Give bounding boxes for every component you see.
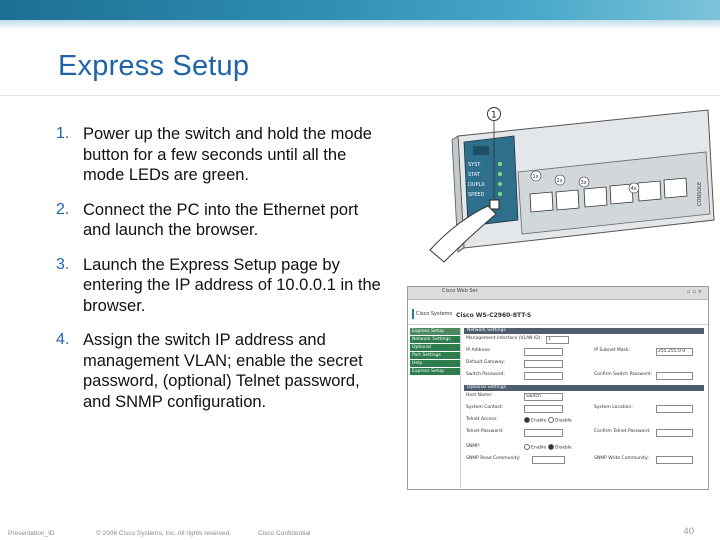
led-icon	[498, 192, 502, 196]
port-number: 2x	[556, 178, 563, 184]
confirm-switch-password-label: Confirm Switch Password:	[594, 372, 653, 377]
radio-icon	[548, 417, 554, 423]
switch-password-field	[524, 372, 563, 380]
step-text: Assign the switch IP address and management VLAN; enable the secret password, (optional) Telnet password, and SNMP configuration.	[83, 331, 363, 411]
port-number: 4x	[630, 186, 637, 192]
confirm-switch-password-field	[656, 372, 693, 380]
snmp-read-field	[532, 456, 565, 464]
port-number: 1x	[532, 174, 539, 180]
step-1	[56, 124, 386, 186]
form-row	[464, 370, 704, 382]
confirm-telnet-password-field	[656, 429, 693, 437]
host-name-field: Switch	[524, 393, 563, 401]
snmp-write-label: SNMP Write Community:	[594, 456, 649, 461]
nav-item: Port Settings	[410, 352, 460, 359]
radio-label: Disable	[555, 445, 572, 451]
mgmt-interface-label: Management Interface (VLAN ID):	[466, 336, 543, 341]
system-location-label: System Location:	[594, 405, 633, 410]
default-gateway-label: Default Gateway:	[466, 360, 505, 365]
form-row	[464, 391, 704, 403]
step-4	[56, 330, 386, 412]
setup-form	[464, 328, 704, 488]
led-label-speed: SPEED	[468, 192, 485, 198]
system-contact-field	[524, 405, 563, 413]
snmp-read-label: SNMP Read Community:	[466, 456, 521, 461]
ethernet-port-icon	[638, 181, 661, 201]
form-row	[464, 415, 704, 427]
nav-item: Optional	[410, 344, 460, 351]
radio-selected-icon	[548, 444, 554, 450]
header-band	[0, 0, 720, 20]
telnet-access-label: Telnet Access:	[466, 417, 498, 422]
radio-icon	[524, 444, 530, 450]
system-contact-label: System Contact:	[466, 405, 504, 410]
step-number: 4.	[56, 331, 70, 348]
step-3	[56, 255, 386, 317]
form-row	[464, 454, 704, 466]
browser-toolbar	[408, 287, 708, 300]
ip-subnet-label: IP Subnet Mask:	[594, 348, 630, 353]
setup-sidenav	[410, 328, 461, 488]
switch-password-label: Switch Password:	[466, 372, 505, 377]
window-controls-icon: ▫▫×	[687, 289, 704, 295]
step-list	[56, 124, 386, 426]
section-network-settings: Network Settings	[464, 328, 704, 334]
led-icon	[498, 172, 502, 176]
footer-presentation-id: Presentation_ID	[8, 530, 55, 537]
port-number: 3x	[580, 180, 587, 186]
title-divider	[0, 95, 720, 96]
step-number: 3.	[56, 255, 70, 273]
telnet-enable-radio	[524, 417, 546, 424]
switch-model: Cisco WS-C2960-8TT-S	[456, 312, 532, 319]
step-text: Power up the switch and hold the mode button for a few seconds until all the mode LEDs are green.	[83, 125, 372, 184]
confirm-telnet-password-label: Confirm Telnet Password:	[594, 429, 651, 434]
browser-banner	[408, 300, 708, 325]
radio-selected-icon	[524, 417, 530, 423]
form-row	[464, 334, 704, 346]
led-icon	[498, 162, 502, 166]
footer-confidential: Cisco Confidential	[258, 530, 311, 537]
system-location-field	[656, 405, 693, 413]
step-number: 2.	[56, 200, 70, 218]
form-row	[464, 442, 704, 454]
nav-item: Express Setup	[410, 328, 460, 335]
mgmt-vlan-field: 1	[546, 336, 569, 344]
ip-address-label: IP Address:	[466, 348, 491, 353]
browser-address: Cisco Web Ser	[442, 288, 478, 294]
step-text: Connect the PC into the Ethernet port and launch the browser.	[83, 200, 359, 239]
telnet-password-field	[524, 429, 563, 437]
footer-copyright: © 2006 Cisco Systems, Inc. All rights reserved.	[96, 530, 232, 537]
ethernet-port-icon	[556, 190, 579, 210]
ip-subnet-field: 255.255.0.0	[656, 348, 693, 356]
form-row	[464, 358, 704, 370]
snmp-disable-radio	[548, 444, 572, 451]
step-2	[56, 200, 386, 241]
ethernet-port-icon	[584, 187, 607, 207]
default-gateway-field	[524, 360, 563, 368]
step-number: 1.	[56, 125, 70, 142]
ethernet-port-icon	[664, 178, 687, 198]
callout-number: 1	[491, 110, 497, 121]
express-setup-screenshot	[407, 286, 709, 490]
telnet-password-label: Telnet Password:	[466, 429, 504, 434]
telnet-disable-radio	[548, 417, 572, 424]
led-label-syst: SYST	[468, 162, 481, 168]
radio-label: Enable	[531, 418, 547, 424]
radio-label: Disable	[555, 418, 572, 424]
switch-illustration	[418, 102, 716, 270]
console-label: CONSOLE	[697, 181, 703, 206]
nav-item: Express Setup	[410, 368, 460, 375]
snmp-enable-radio	[524, 444, 546, 451]
header-band-fade	[0, 20, 720, 30]
host-name-label: Host Name:	[466, 393, 493, 398]
ethernet-port-icon	[530, 192, 553, 212]
nav-item: Network Settings	[410, 336, 460, 343]
form-row	[464, 403, 704, 415]
led-icon	[498, 182, 502, 186]
form-row	[464, 346, 704, 358]
step-text: Launch the Express Setup page by entering the IP address of 10.0.0.1 in the browser.	[83, 255, 381, 315]
led-label-duplx: DUPLX	[468, 182, 485, 188]
cisco-brand: Cisco Systems	[412, 309, 466, 319]
form-row	[464, 427, 704, 439]
snmp-label: SNMP:	[466, 444, 481, 449]
cisco-logo-icon	[473, 146, 489, 155]
ip-address-field	[524, 348, 563, 356]
radio-label: Enable	[531, 445, 547, 451]
nav-item: Help	[410, 360, 460, 367]
slide-title: Express Setup	[58, 50, 250, 82]
mode-button-icon	[490, 200, 499, 209]
section-optional-settings: Optional Settings	[464, 385, 704, 391]
led-label-stat: STAT	[468, 172, 480, 178]
page-number: 40	[683, 526, 694, 537]
snmp-write-field	[656, 456, 693, 464]
